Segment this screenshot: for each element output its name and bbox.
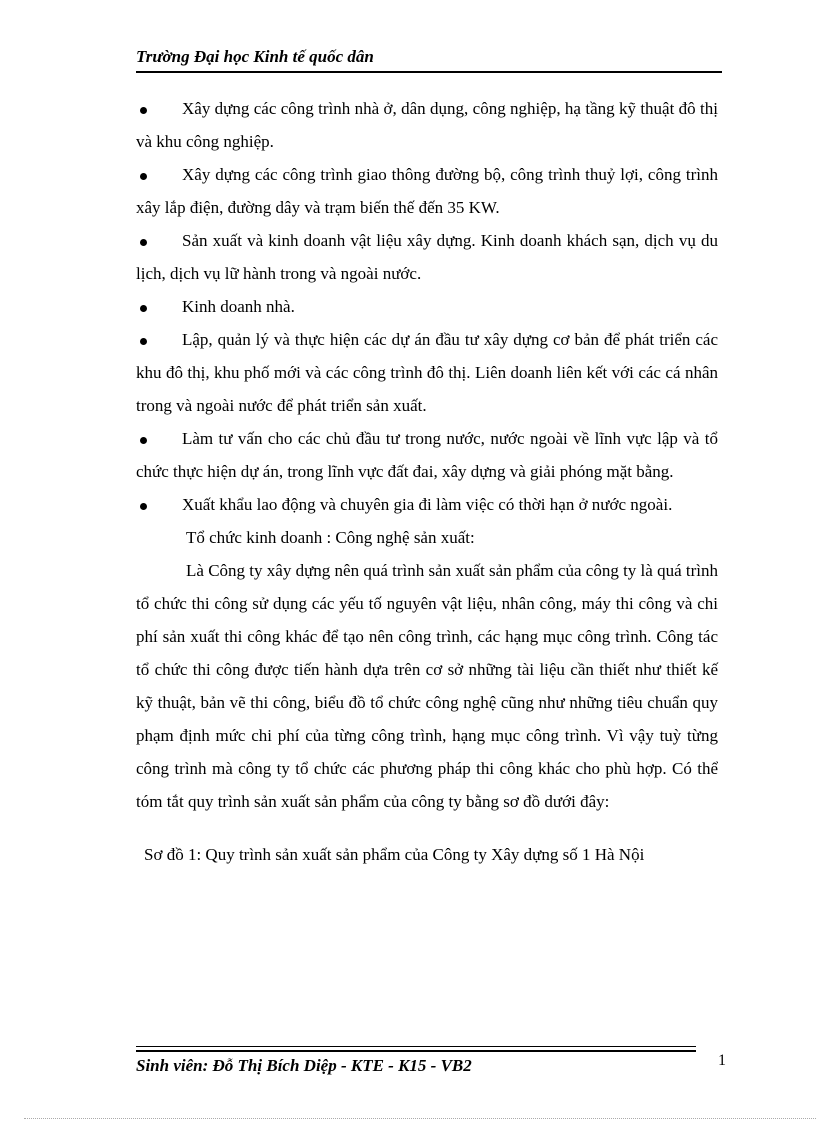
footer-author: Sinh viên: Đỗ Thị Bích Diệp - KTE - K15 - VB2 [136, 1056, 472, 1075]
bullet-icon [136, 323, 182, 356]
list-item: Xây dựng các công trình giao thông đường bộ, công trình thuỷ lợi, công trình xây lắp điện, đường dây và trạm biến thế đến 35 KW. [136, 158, 718, 224]
body-paragraph: Là Công ty xây dựng nên quá trình sản xuất sản phẩm của công ty là quá trình tổ chức thi công sử dụng các yếu tố nguyên vật liệu, nhân công, máy thi công và chi phí sản xuất thi công khác để tạo nên công trình, các hạng mục công trình. Công tác tổ chức thi công được tiến hành dựa trên cơ sở những tài liệu cần thiết như thiết kế kỹ thuật, bản vẽ thi công, biểu đồ tổ chức công nghệ cũng như những tiêu chuẩn quy phạm định mức chi phí của từng công trình, hạng mục công trình. Vì vậy tuỳ từng công trình mà công ty tổ chức các phương pháp thi công khác cho phù hợp. Có thể tóm tắt quy trình sản xuất sản phẩm của công ty bằng sơ đồ dưới đây: [136, 561, 718, 811]
page-header [136, 46, 722, 73]
footer-divider [136, 1046, 696, 1047]
figure-caption: Sơ đồ 1: Quy trình sản xuất sản phẩm của Công ty Xây dựng số 1 Hà Nội [144, 845, 645, 864]
list-item: Kinh doanh nhà. [136, 290, 718, 323]
page-number: 1 [718, 1052, 726, 1069]
list-item: Xây dựng các công trình nhà ở, dân dụng, công nghiệp, hạ tầng kỹ thuật đô thị và khu công nghiệp. [136, 92, 718, 158]
bullet-icon [136, 290, 182, 323]
list-item: Làm tư vấn cho các chủ đầu tư trong nước, nước ngoài về lĩnh vực lập và tổ chức thực hiện dự án, trong lĩnh vực đất đai, xây dựng và giải phóng mặt bằng. [136, 422, 718, 488]
bullet-icon [136, 92, 182, 125]
list-item: Sản xuất và kinh doanh vật liệu xây dựng. Kinh doanh khách sạn, dịch vụ du lịch, dịch vụ lữ hành trong và ngoài nước. [136, 224, 718, 290]
page-edge [24, 1118, 816, 1119]
bullet-icon [136, 158, 182, 191]
list-item: Lập, quản lý và thực hiện các dự án đầu tư xây dựng cơ bản để phát triển các khu đô thị, khu phố mới và các công trình đô thị. Liên doanh liên kết với các cá nhân trong và ngoài nước để phát triển sản xuất. [136, 323, 718, 422]
footer-divider [136, 1050, 696, 1052]
header-title: Trường Đại học Kinh tế quốc dân [136, 47, 374, 66]
list-item: Xuất khẩu lao động và chuyên gia đi làm việc có thời hạn ở nước ngoài. [136, 488, 718, 521]
bullet-icon [136, 422, 182, 455]
document-body [136, 92, 718, 888]
bullet-icon [136, 224, 182, 257]
section-heading: Tổ chức kinh doanh : Công nghệ sản xuất: [186, 528, 475, 547]
bullet-icon [136, 488, 182, 521]
